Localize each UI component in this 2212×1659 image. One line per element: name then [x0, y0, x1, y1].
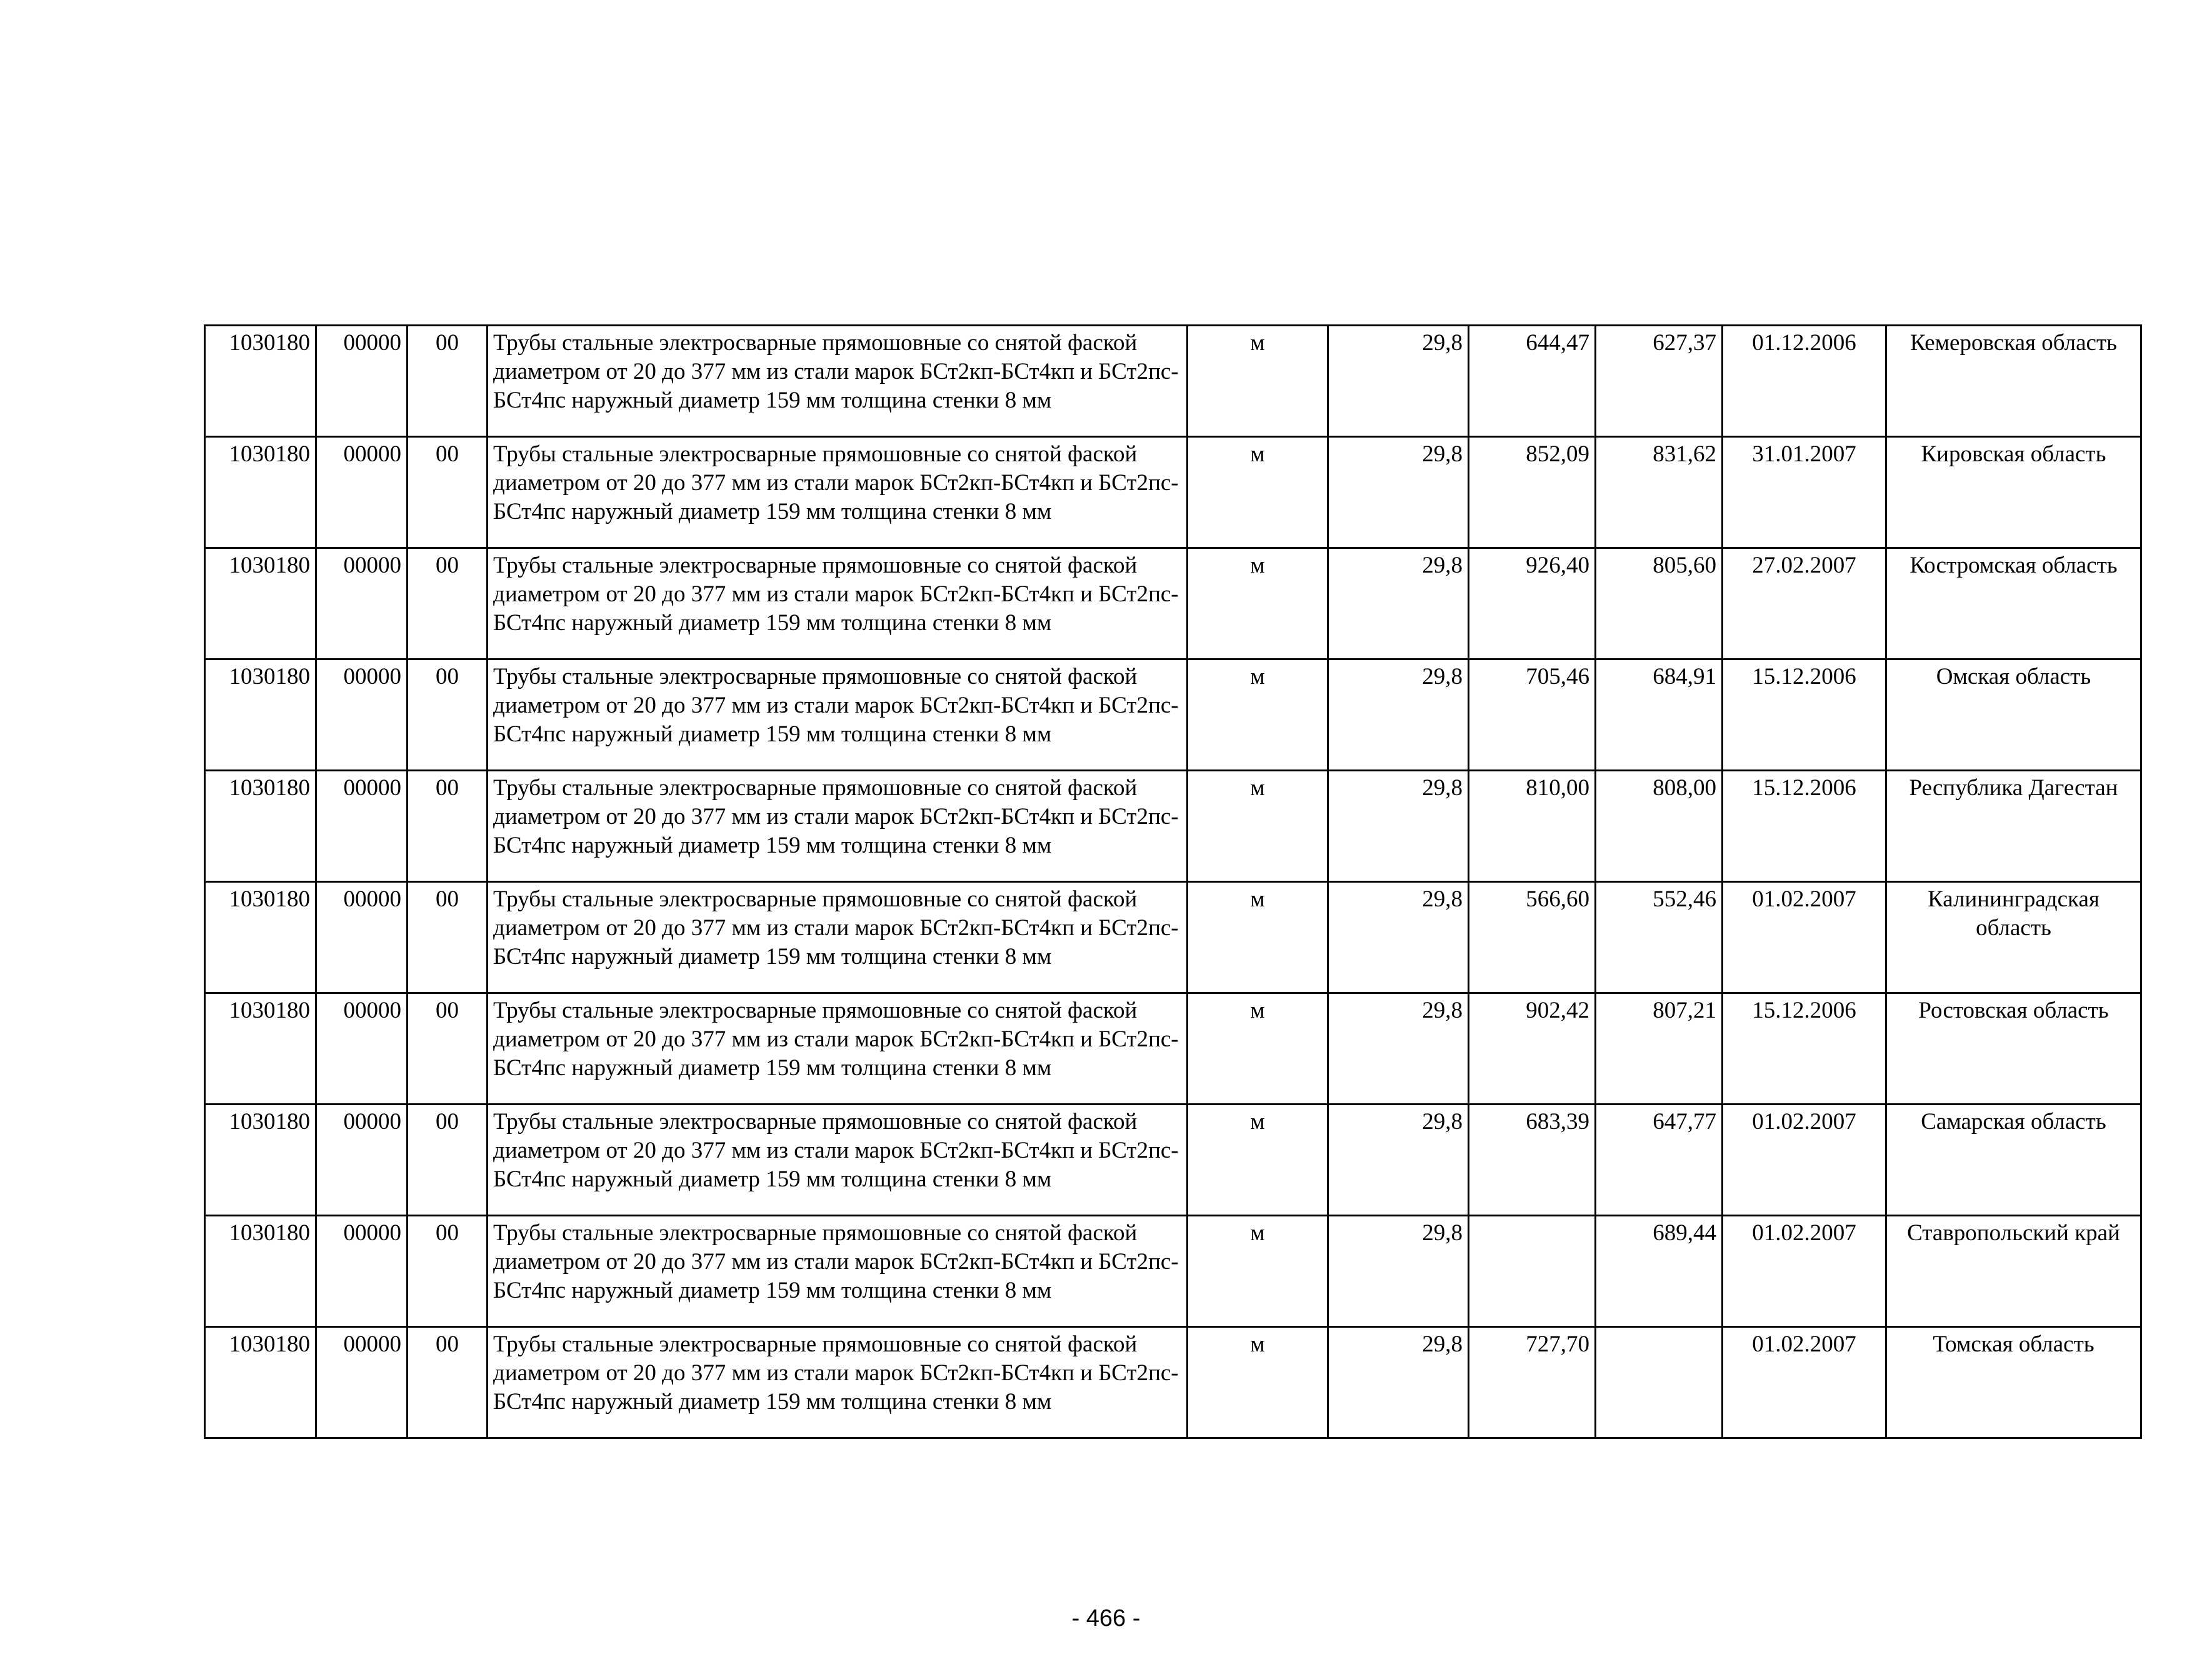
price-with-vat-cell: 810,00 — [1469, 771, 1596, 882]
resource-name-cell: Трубы стальные электросварные прямошовные со снятой фаской диаметром от 20 до 377 мм из стали марок БСт2кп-БСт4кп и БСт2пс-БСт4пс наружный диаметр 159 мм толщина стенки 8 мм — [488, 326, 1188, 437]
class-code-cell: 00 — [408, 1216, 488, 1327]
region-cell: Самарская область — [1886, 1105, 2141, 1216]
resource-code-cell: 1030180 — [205, 993, 316, 1105]
table-row — [205, 326, 2141, 437]
table-row — [205, 548, 2141, 659]
region-cell: Ставропольский край — [1886, 1216, 2141, 1327]
price-cell: 808,00 — [1596, 771, 1723, 882]
table-row — [205, 771, 2141, 882]
price-cell: 552,46 — [1596, 882, 1723, 993]
quantity-cell: 29,8 — [1328, 771, 1469, 882]
resource-subcode-cell: 00000 — [316, 771, 408, 882]
price-cell: 831,62 — [1596, 437, 1723, 548]
resource-code-cell: 1030180 — [205, 1327, 316, 1438]
quantity-cell: 29,8 — [1328, 993, 1469, 1105]
resource-subcode-cell: 00000 — [316, 993, 408, 1105]
price-cell: 689,44 — [1596, 1216, 1723, 1327]
unit-cell: м — [1188, 659, 1328, 771]
price-cell: 627,37 — [1596, 326, 1723, 437]
class-code-cell: 00 — [408, 1105, 488, 1216]
price-with-vat-cell: 926,40 — [1469, 548, 1596, 659]
price-cell: 684,91 — [1596, 659, 1723, 771]
unit-cell: м — [1188, 437, 1328, 548]
resource-name-cell: Трубы стальные электросварные прямошовные со снятой фаской диаметром от 20 до 377 мм из стали марок БСт2кп-БСт4кп и БСт2пс-БСт4пс наружный диаметр 159 мм толщина стенки 8 мм — [488, 548, 1188, 659]
resource-name-cell: Трубы стальные электросварные прямошовные со снятой фаской диаметром от 20 до 377 мм из стали марок БСт2кп-БСт4кп и БСт2пс-БСт4пс наружный диаметр 159 мм толщина стенки 8 мм — [488, 1105, 1188, 1216]
price-cell: 807,21 — [1596, 993, 1723, 1105]
resource-subcode-cell: 00000 — [316, 659, 408, 771]
price-with-vat-cell: 902,42 — [1469, 993, 1596, 1105]
resource-subcode-cell: 00000 — [316, 1105, 408, 1216]
quantity-cell: 29,8 — [1328, 659, 1469, 771]
price-cell: 805,60 — [1596, 548, 1723, 659]
class-code-cell: 00 — [408, 882, 488, 993]
resource-code-cell: 1030180 — [205, 659, 316, 771]
table-row — [205, 1216, 2141, 1327]
date-cell: 01.02.2007 — [1723, 1327, 1886, 1438]
unit-cell: м — [1188, 882, 1328, 993]
table-row — [205, 437, 2141, 548]
region-cell: Кемеровская область — [1886, 326, 2141, 437]
price-with-vat-cell: 727,70 — [1469, 1327, 1596, 1438]
unit-cell: м — [1188, 993, 1328, 1105]
price-table — [204, 324, 2142, 1439]
resource-name-cell: Трубы стальные электросварные прямошовные со снятой фаской диаметром от 20 до 377 мм из стали марок БСт2кп-БСт4кп и БСт2пс-БСт4пс наружный диаметр 159 мм толщина стенки 8 мм — [488, 659, 1188, 771]
class-code-cell: 00 — [408, 548, 488, 659]
class-code-cell: 00 — [408, 326, 488, 437]
resource-subcode-cell: 00000 — [316, 437, 408, 548]
unit-cell: м — [1188, 1216, 1328, 1327]
region-cell: Кировская область — [1886, 437, 2141, 548]
table-row — [205, 659, 2141, 771]
quantity-cell: 29,8 — [1328, 1327, 1469, 1438]
price-with-vat-cell: 683,39 — [1469, 1105, 1596, 1216]
resource-name-cell: Трубы стальные электросварные прямошовные со снятой фаской диаметром от 20 до 377 мм из стали марок БСт2кп-БСт4кп и БСт2пс-БСт4пс наружный диаметр 159 мм толщина стенки 8 мм — [488, 771, 1188, 882]
table-row — [205, 1105, 2141, 1216]
date-cell: 15.12.2006 — [1723, 993, 1886, 1105]
resource-subcode-cell: 00000 — [316, 882, 408, 993]
region-cell: Омская область — [1886, 659, 2141, 771]
date-cell: 15.12.2006 — [1723, 659, 1886, 771]
unit-cell: м — [1188, 548, 1328, 659]
resource-code-cell: 1030180 — [205, 326, 316, 437]
quantity-cell: 29,8 — [1328, 1105, 1469, 1216]
class-code-cell: 00 — [408, 1327, 488, 1438]
unit-cell: м — [1188, 1105, 1328, 1216]
quantity-cell: 29,8 — [1328, 548, 1469, 659]
class-code-cell: 00 — [408, 993, 488, 1105]
unit-cell: м — [1188, 1327, 1328, 1438]
resource-subcode-cell: 00000 — [316, 548, 408, 659]
quantity-cell: 29,8 — [1328, 882, 1469, 993]
resource-name-cell: Трубы стальные электросварные прямошовные со снятой фаской диаметром от 20 до 377 мм из стали марок БСт2кп-БСт4кп и БСт2пс-БСт4пс наружный диаметр 159 мм толщина стенки 8 мм — [488, 437, 1188, 548]
price-with-vat-cell: 644,47 — [1469, 326, 1596, 437]
resource-name-cell: Трубы стальные электросварные прямошовные со снятой фаской диаметром от 20 до 377 мм из стали марок БСт2кп-БСт4кп и БСт2пс-БСт4пс наружный диаметр 159 мм толщина стенки 8 мм — [488, 1216, 1188, 1327]
price-with-vat-cell: 705,46 — [1469, 659, 1596, 771]
resource-code-cell: 1030180 — [205, 1216, 316, 1327]
date-cell: 01.02.2007 — [1723, 1216, 1886, 1327]
date-cell: 15.12.2006 — [1723, 771, 1886, 882]
date-cell: 01.02.2007 — [1723, 882, 1886, 993]
unit-cell: м — [1188, 771, 1328, 882]
table-row — [205, 882, 2141, 993]
region-cell: Томская область — [1886, 1327, 2141, 1438]
class-code-cell: 00 — [408, 659, 488, 771]
resource-subcode-cell: 00000 — [316, 1216, 408, 1327]
quantity-cell: 29,8 — [1328, 326, 1469, 437]
class-code-cell: 00 — [408, 437, 488, 548]
price-cell: 647,77 — [1596, 1105, 1723, 1216]
date-cell: 27.02.2007 — [1723, 548, 1886, 659]
quantity-cell: 29,8 — [1328, 437, 1469, 548]
region-cell: Республика Дагестан — [1886, 771, 2141, 882]
region-cell: Ростовская область — [1886, 993, 2141, 1105]
unit-cell: м — [1188, 326, 1328, 437]
resource-code-cell: 1030180 — [205, 437, 316, 548]
table-row — [205, 993, 2141, 1105]
region-cell: Костромская область — [1886, 548, 2141, 659]
price-with-vat-cell: 852,09 — [1469, 437, 1596, 548]
resource-code-cell: 1030180 — [205, 771, 316, 882]
class-code-cell: 00 — [408, 771, 488, 882]
date-cell: 01.02.2007 — [1723, 1105, 1886, 1216]
price-cell — [1596, 1327, 1723, 1438]
quantity-cell: 29,8 — [1328, 1216, 1469, 1327]
page-number: - 466 - — [1071, 1605, 1141, 1631]
resource-subcode-cell: 00000 — [316, 1327, 408, 1438]
region-cell: Калининградская область — [1886, 882, 2141, 993]
date-cell: 01.12.2006 — [1723, 326, 1886, 437]
price-with-vat-cell: 566,60 — [1469, 882, 1596, 993]
resource-name-cell: Трубы стальные электросварные прямошовные со снятой фаской диаметром от 20 до 377 мм из стали марок БСт2кп-БСт4кп и БСт2пс-БСт4пс наружный диаметр 159 мм толщина стенки 8 мм — [488, 882, 1188, 993]
resource-name-cell: Трубы стальные электросварные прямошовные со снятой фаской диаметром от 20 до 377 мм из стали марок БСт2кп-БСт4кп и БСт2пс-БСт4пс наружный диаметр 159 мм толщина стенки 8 мм — [488, 1327, 1188, 1438]
resource-code-cell: 1030180 — [205, 548, 316, 659]
table-row — [205, 1327, 2141, 1438]
resource-subcode-cell: 00000 — [316, 326, 408, 437]
resource-code-cell: 1030180 — [205, 882, 316, 993]
resource-code-cell: 1030180 — [205, 1105, 316, 1216]
resource-name-cell: Трубы стальные электросварные прямошовные со снятой фаской диаметром от 20 до 377 мм из стали марок БСт2кп-БСт4кп и БСт2пс-БСт4пс наружный диаметр 159 мм толщина стенки 8 мм — [488, 993, 1188, 1105]
price-with-vat-cell — [1469, 1216, 1596, 1327]
date-cell: 31.01.2007 — [1723, 437, 1886, 548]
